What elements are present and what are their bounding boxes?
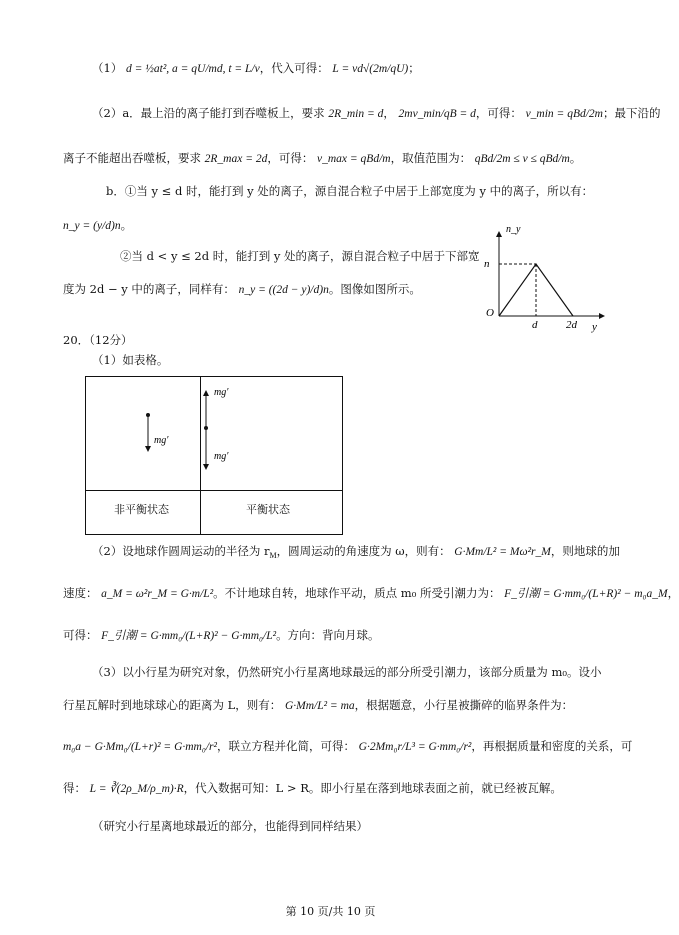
p2a-cond2: 2R_max = 2d (204, 153, 268, 165)
table-force-diagrams (86, 377, 342, 490)
graph-2d-label: 2d (566, 319, 577, 331)
q20-p3-l4-b: ，代入数据可知：L > R。即小行星在落到地球表面之前，就已经被瓦解。 (183, 781, 562, 795)
q20-p3-l4 (63, 780, 562, 797)
q20-p2-l2-c: ， (667, 586, 679, 600)
p2a-line2-b: ，可得： (267, 151, 314, 165)
q20-p2-l2 (63, 585, 679, 602)
p1-result: L = vd√(2m/qU) (332, 63, 409, 75)
p2a-line2-c: ，取值范围为： (390, 151, 472, 165)
p2b-line1: b．①当 y ≤ d 时，能打到 y 处的离子，源自混合粒子中居于上部宽度为 y 中的离子，所以有： (106, 184, 594, 198)
p2a-tail: ；最下沿的 (602, 106, 661, 120)
q20-p1: （1）如表格。 (92, 353, 169, 367)
p2a-range: qBd/2m ≤ v ≤ qBd/m (474, 153, 570, 165)
p2b-line4 (63, 281, 421, 298)
q20-p2-l3-b: 。方向：背向月球。 (276, 628, 380, 642)
p2a-line2-a: 离子不能超出吞噬板，要求 (63, 151, 201, 165)
p2b-line4-formula: n_y = ((2d − y)/d)n (238, 284, 329, 296)
q20-p2-l1: （2）设地球作圆周运动的半径为 $r_M$，圆周运动的角速度为 ω，则有： G·Mm/L² = Mω²r_M，则地球的加 (92, 544, 620, 560)
q20-p3-l2-eq: G·Mm/L² = ma (284, 700, 355, 712)
p2a-vmin: v_min = qBd/2m (525, 108, 603, 120)
graph-xlabel: y (592, 321, 597, 333)
q20-note: （研究小行星离地球最近的部分，也能得到同样结果） (92, 819, 368, 833)
q20-p3-l1: （3）以小行星为研究对象，仍然研究小行星离地球最远的部分所受引潮力，该部分质量为 m₀。设小 (92, 665, 602, 679)
p2a-line2 (63, 150, 581, 167)
q20-p2-l3-eq: F_引潮 = G·mm₀/(L+R)² − G·mm₀/L² (101, 630, 277, 642)
q20-p2-l1-b: ，圆周运动的角速度为 ω，则有： (276, 544, 451, 558)
p1-formula-a: d = ½at², a = qU/md, t = L/v (125, 63, 260, 75)
q20-p3-l2-b: ，根据题意，小行星被撕碎的临界条件为： (354, 698, 574, 712)
p2b-line4-a: 度为 2d − y 中的离子，同样有： (63, 282, 235, 296)
p2b-ny-formula: n_y = (y/d)n (63, 220, 121, 232)
q20-p2-l2-b: 。不计地球自转，地球作平动，质点 m₀ 所受引潮力为： (213, 586, 501, 600)
page-footer: 第 10 页/共 10 页 (285, 905, 376, 918)
table-horizontal-divider (86, 490, 342, 491)
p2a-cond: 2R_min = d (328, 108, 384, 120)
p2b-line2-end: 。 (120, 218, 133, 232)
force-table (85, 376, 343, 535)
q20-p2-l2-eq2: F_引潮 = G·mm₀/(L+R)² − m₀a_M (504, 588, 668, 600)
q20-p3-l3-eq2: G·2Mm₀r/L³ = G·mm₀/r² (358, 741, 472, 753)
q20-p3-l3-eq: m₀a − G·Mm₀/(L+r)² = G·mm₀/r² (63, 741, 217, 753)
graph-n-label: n (484, 258, 490, 270)
p2a-lead: （2）a．最上沿的离子能打到吞噬板上，要求 (92, 106, 325, 120)
p2b-line3: ②当 d < y ≤ 2d 时，能打到 y 处的离子，源自混合粒子中居于下部宽 (120, 249, 480, 263)
right-particle (204, 426, 208, 430)
right-force-up-label: mg′ (214, 387, 229, 398)
p1-end: ； (408, 61, 420, 75)
p1-lead: （1） (92, 61, 123, 75)
p2b-line2 (63, 217, 132, 234)
q20-p2-l1-eq: G·Mm/L² = Mω²r_M (454, 546, 551, 558)
q20-p2-l3 (63, 627, 380, 644)
q20-p3-l3-a: ，联立方程并化简，可得： (216, 739, 355, 753)
graph-origin: O (486, 307, 494, 319)
q20-p2-l2-a: 速度： (63, 586, 98, 600)
p2a-line1: （2）a．最上沿的离子能打到吞噬板上，要求 2R_min = d， 2mv_min/qB = d，可得： v_min = qBd/2m；最下沿的 (92, 106, 661, 120)
p1-mid: ，代入可得： (259, 61, 329, 75)
left-particle (146, 413, 150, 417)
p2a-vmax: v_max = qBd/m (317, 153, 391, 165)
q20-p2-l2-eq: a_M = ω²r_M = G·m/L² (101, 588, 214, 600)
q20-p3-l4-a: 得： (63, 781, 86, 795)
p2a-line2-d: 。 (569, 151, 582, 165)
left-force-label: mg′ (154, 435, 169, 446)
q20-p3-l3-b: ，再根据质量和密度的关系，可 (471, 739, 633, 753)
q20-p3-l2-a: 行星瓦解时到地球球心的距离为 L，则有： (63, 698, 282, 712)
table-left-label: 非平衡状态 (114, 503, 169, 516)
p2b-line4-b: 。图像如图所示。 (328, 282, 421, 296)
ny-graph (480, 222, 610, 334)
right-force-down-label: mg′ (214, 451, 229, 462)
q20-p3-l3 (63, 738, 632, 755)
table-right-label: 平衡状态 (246, 503, 290, 516)
q20-p3-l2 (63, 697, 573, 714)
q20-p2-l3-a: 可得： (63, 628, 98, 642)
q20-title: 20．（12分） (63, 333, 133, 347)
graph-ylabel: n_y (506, 224, 521, 235)
p1-line (92, 60, 420, 77)
p2a-mid: ，可得： (475, 106, 522, 120)
graph-d-label: d (532, 319, 538, 331)
p2a-eq: 2mv_min/qB = d (398, 108, 476, 120)
q20-p2-l1-c: ，则地球的加 (550, 544, 620, 558)
q20-p2-l1-a: （2）设地球作圆周运动的半径为 r (92, 544, 270, 558)
q20-p3-l4-eq: L = ∛(2ρ_M/ρ_m)·R (89, 783, 184, 795)
